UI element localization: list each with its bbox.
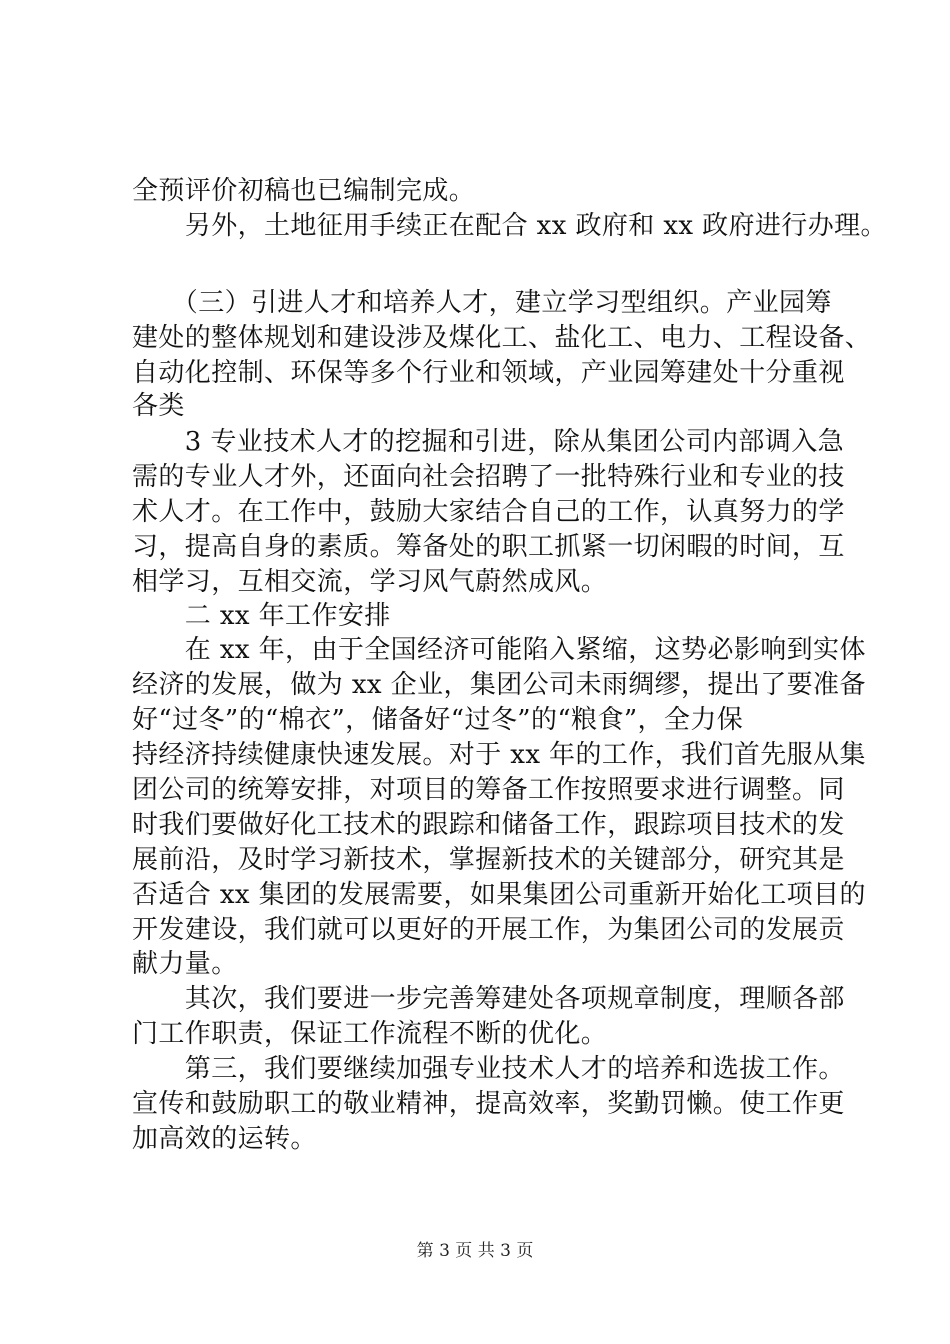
text-line: 第三，我们要继续加强专业技术人才的培养和选拔工作。 [132,1054,845,1084]
text-line: 习，提高自身的素质。筹备处的职工抓紧一切闲暇的时间，互 [132,532,845,562]
text-line: 持经济持续健康快速发展。对于 xx 年的工作，我们首先服从集 [132,740,866,770]
text-line: 其次，我们要进一步完善筹建处各项规章制度，理顺各部 [132,984,845,1014]
text-line: 展前沿，及时学习新技术，掌握新技术的关键部分，研究其是 [132,845,845,875]
text-line: 术人才。在工作中，鼓励大家结合自己的工作，认真努力的学 [132,497,845,527]
text-line: 3 专业技术人才的挖掘和引进，除从集团公司内部调入急 [132,427,845,457]
text-line: 全预评价初稿也已编制完成。 [132,176,476,206]
text-line: 门工作职责，保证工作流程不断的优化。 [132,1019,608,1049]
text-line: 需的专业人才外，还面向社会招聘了一批特殊行业和专业的技 [132,462,845,492]
section-heading: 二 xx 年工作安排 [132,601,391,631]
text-line: 否适合 xx 集团的发展需要，如果集团公司重新开始化工项目的 [132,880,866,910]
page-footer: 第 3 页 共 3 页 [416,1241,534,1261]
text-line: （三）引进人才和培养人才，建立学习型组织。产业园筹 [132,288,832,318]
text-line: 在 xx 年，由于全国经济可能陷入紧缩，这势必影响到实体 [132,635,866,665]
text-line: 开发建设，我们就可以更好的开展工作，为集团公司的发展贡 [132,915,845,945]
text-line: 好“过冬”的“棉衣”，储备好“过冬”的“粮食”，全力保 [132,705,744,735]
text-line: 建处的整体规划和建设涉及煤化工、盐化工、电力、工程设备、 [132,323,872,353]
text-line: 另外，土地征用手续正在配合 xx 政府和 xx 政府进行办理。 [132,211,887,241]
text-line: 时我们要做好化工技术的跟踪和储备工作，跟踪项目技术的发 [132,810,845,840]
text-line: 加高效的运转。 [132,1124,317,1154]
text-line: 宣传和鼓励职工的敬业精神，提高效率，奖勤罚懒。使工作更 [132,1089,845,1119]
text-line: 相学习，互相交流，学习风气蔚然成风。 [132,567,608,597]
text-line: 团公司的统筹安排，对项目的筹备工作按照要求进行调整。同 [132,775,845,805]
text-line: 自动化控制、环保等多个行业和领域，产业园筹建处十分重视 [132,358,845,388]
text-line: 献力量。 [132,949,238,979]
text-line: 经济的发展，做为 xx 企业，集团公司未雨绸缪，提出了要准备 [132,670,866,700]
text-line: 各类 [132,391,185,421]
